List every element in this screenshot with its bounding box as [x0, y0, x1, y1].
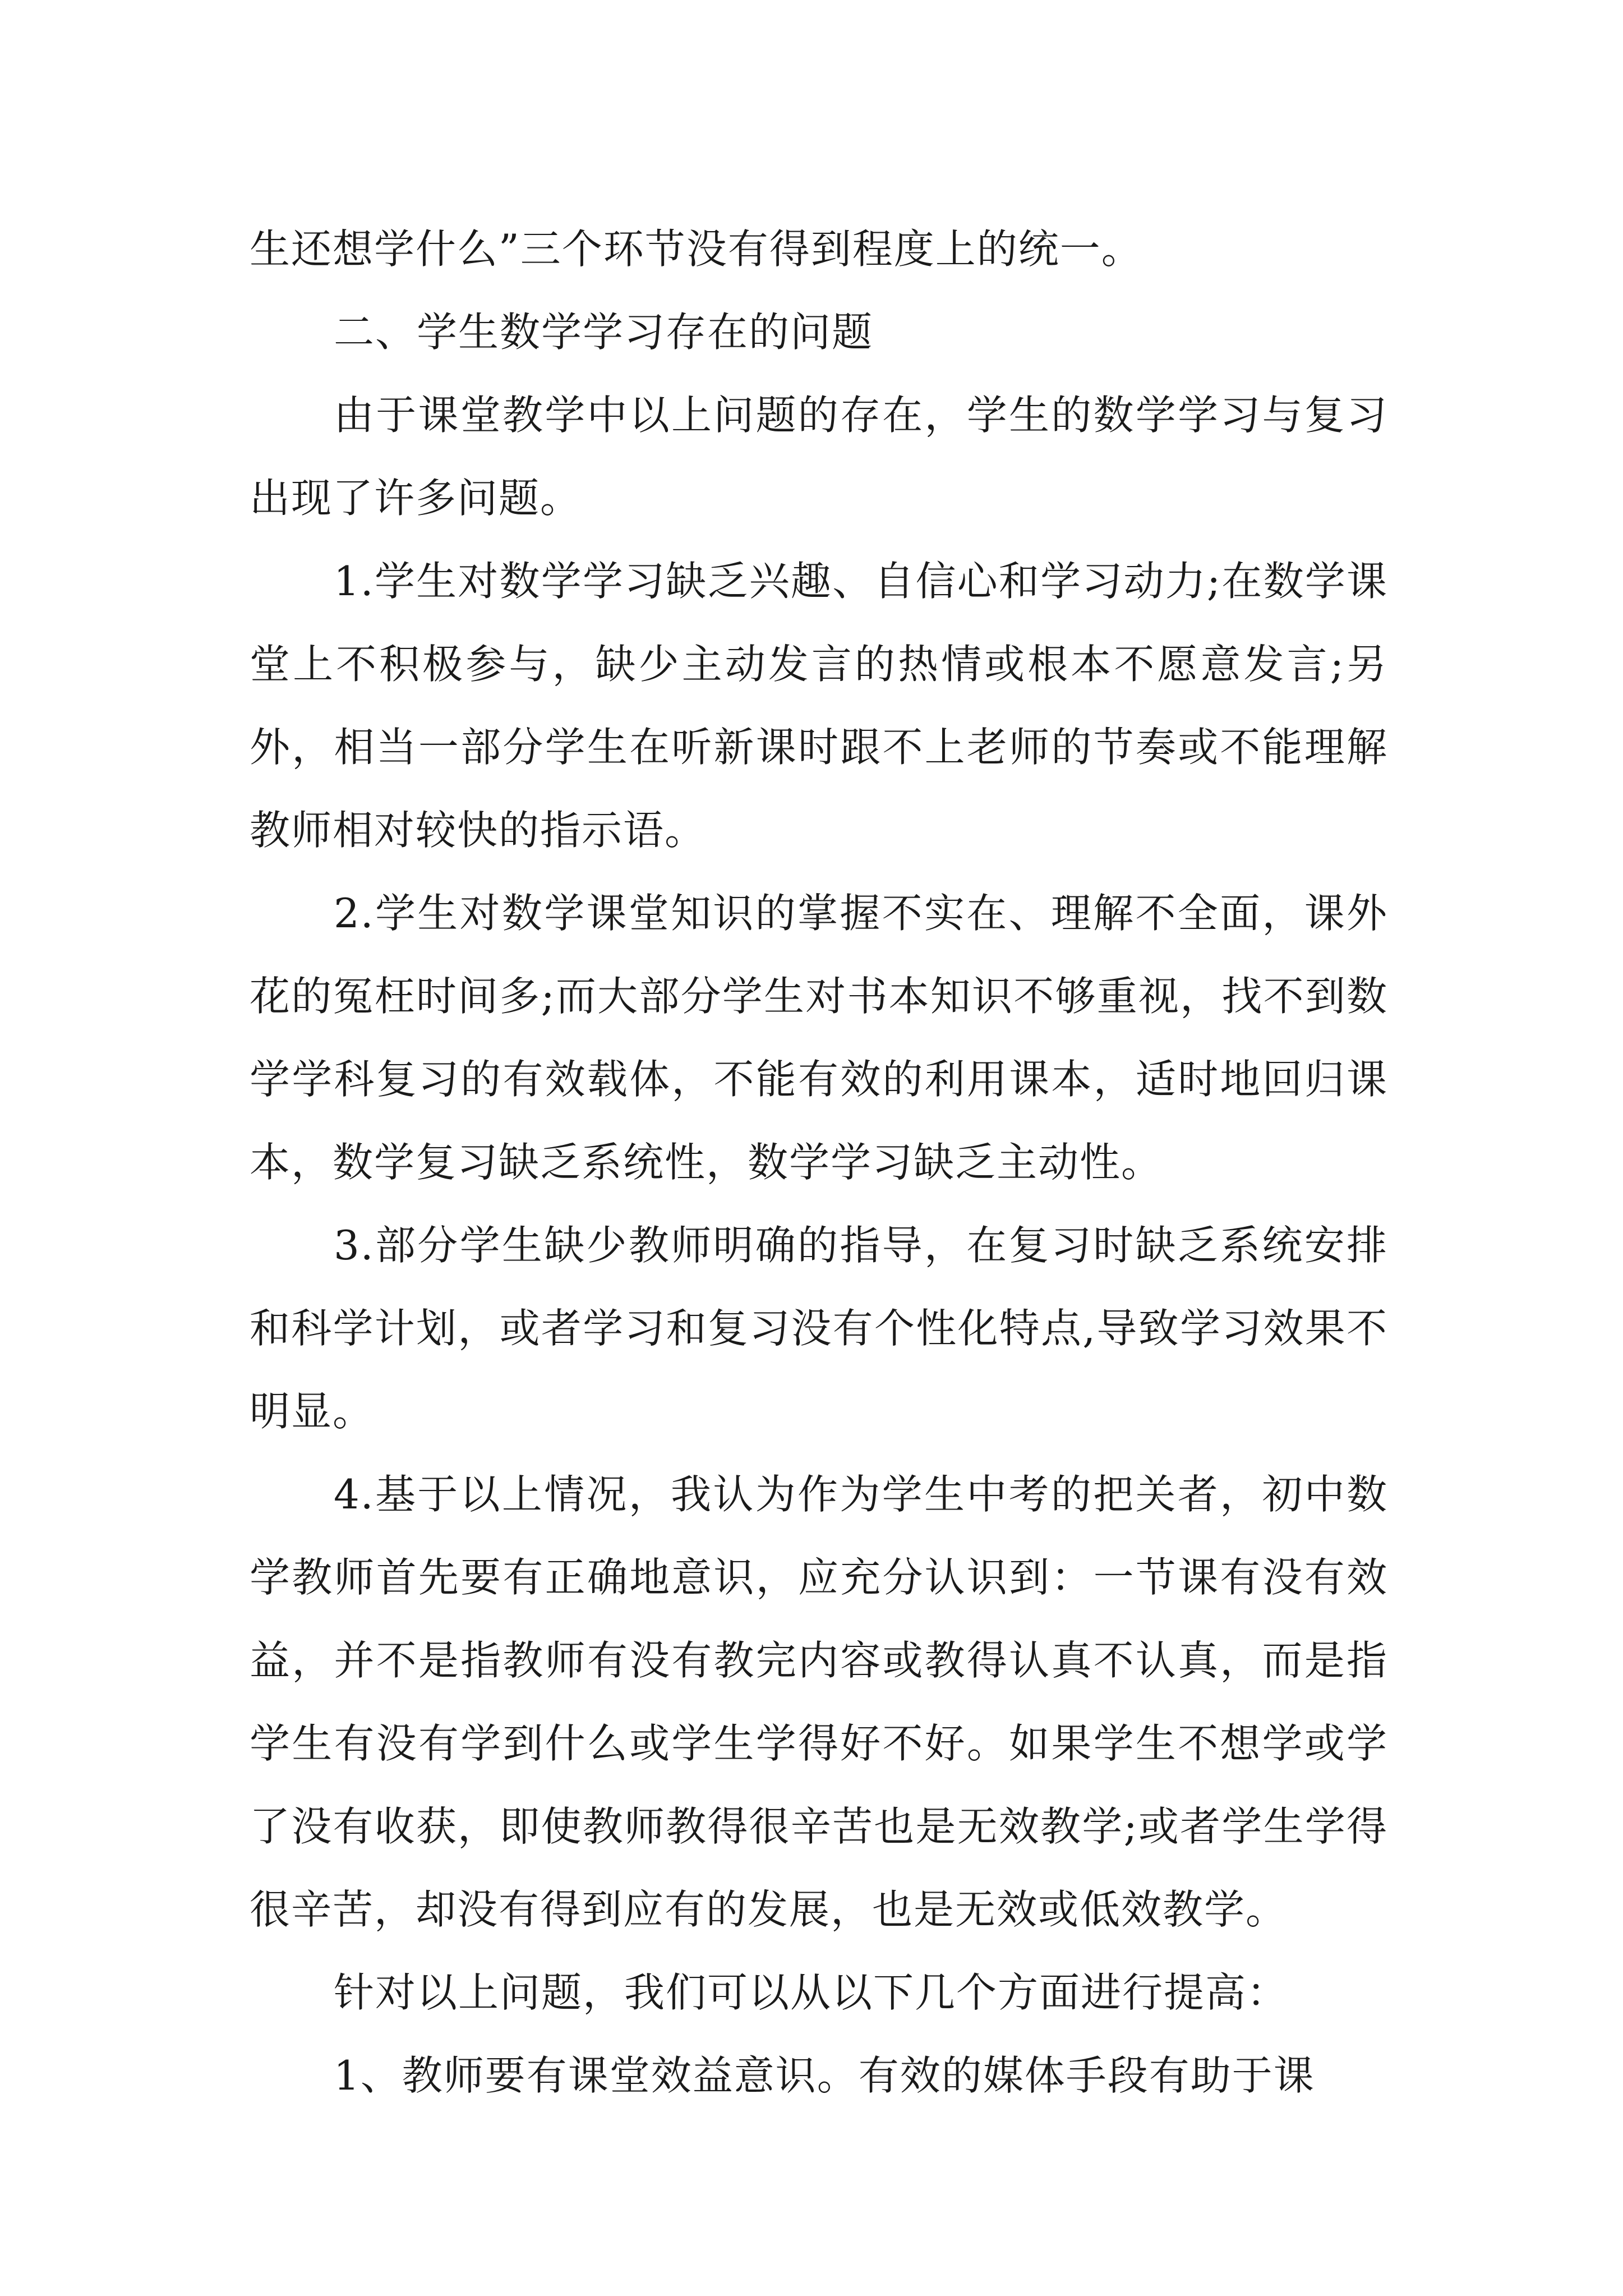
- list-item-2: 2.学生对数学课堂知识的掌握不实在、理解不全面，课外花的冤枉时间多;而大部分学生对书本知识不够重视，找不到数学学科复习的有效载体，不能有效的利用课本，适时地回归课本，数学复习缺乏系统性，数学学习缺乏主动性。: [250, 890, 1388, 1186]
- list-item-1: 1.学生对数学学习缺乏兴趣、自信心和学习动力;在数学课堂上不积极参与，缺少主动发言的热情或根本不愿意发言;另外，相当一部分学生在听新课时跟不上老师的节奏或不能理解教师相对较快的指示语。: [250, 558, 1388, 854]
- paragraph: 由于课堂教学中以上问题的存在，学生的数学学习与复习出现了许多问题。: [250, 392, 1388, 522]
- paragraph: 1、教师要有课堂效益意识。有效的媒体手段有助于课: [334, 2052, 1315, 2099]
- document-body: [250, 208, 1388, 2117]
- paragraph: 针对以上问题，我们可以从以下几个方面进行提高：: [334, 1969, 1289, 2016]
- list-item-4: 4.基于以上情况，我认为作为学生中考的把关者，初中数学教师首先要有正确地意识，应充分认识到：一节课有没有效益，并不是指教师有没有教完内容或教得认真不认真，而是指学生有没有学到什么或学生学得好不好。如果学生不想学或学了没有收获，即使教师教得很辛苦也是无效教学;或者学生学得很辛苦，却没有得到应有的发展，也是无效或低效教学。: [250, 1471, 1388, 1933]
- paragraph-continuation: 生还想学什么”三个环节没有得到程度上的统一。: [250, 226, 1143, 273]
- list-item-3: 3.部分学生缺少教师明确的指导，在复习时缺乏系统安排和科学计划，或者学习和复习没有个性化特点,导致学习效果不明显。: [250, 1222, 1388, 1435]
- section-heading: 二、学生数学学习存在的问题: [334, 309, 874, 356]
